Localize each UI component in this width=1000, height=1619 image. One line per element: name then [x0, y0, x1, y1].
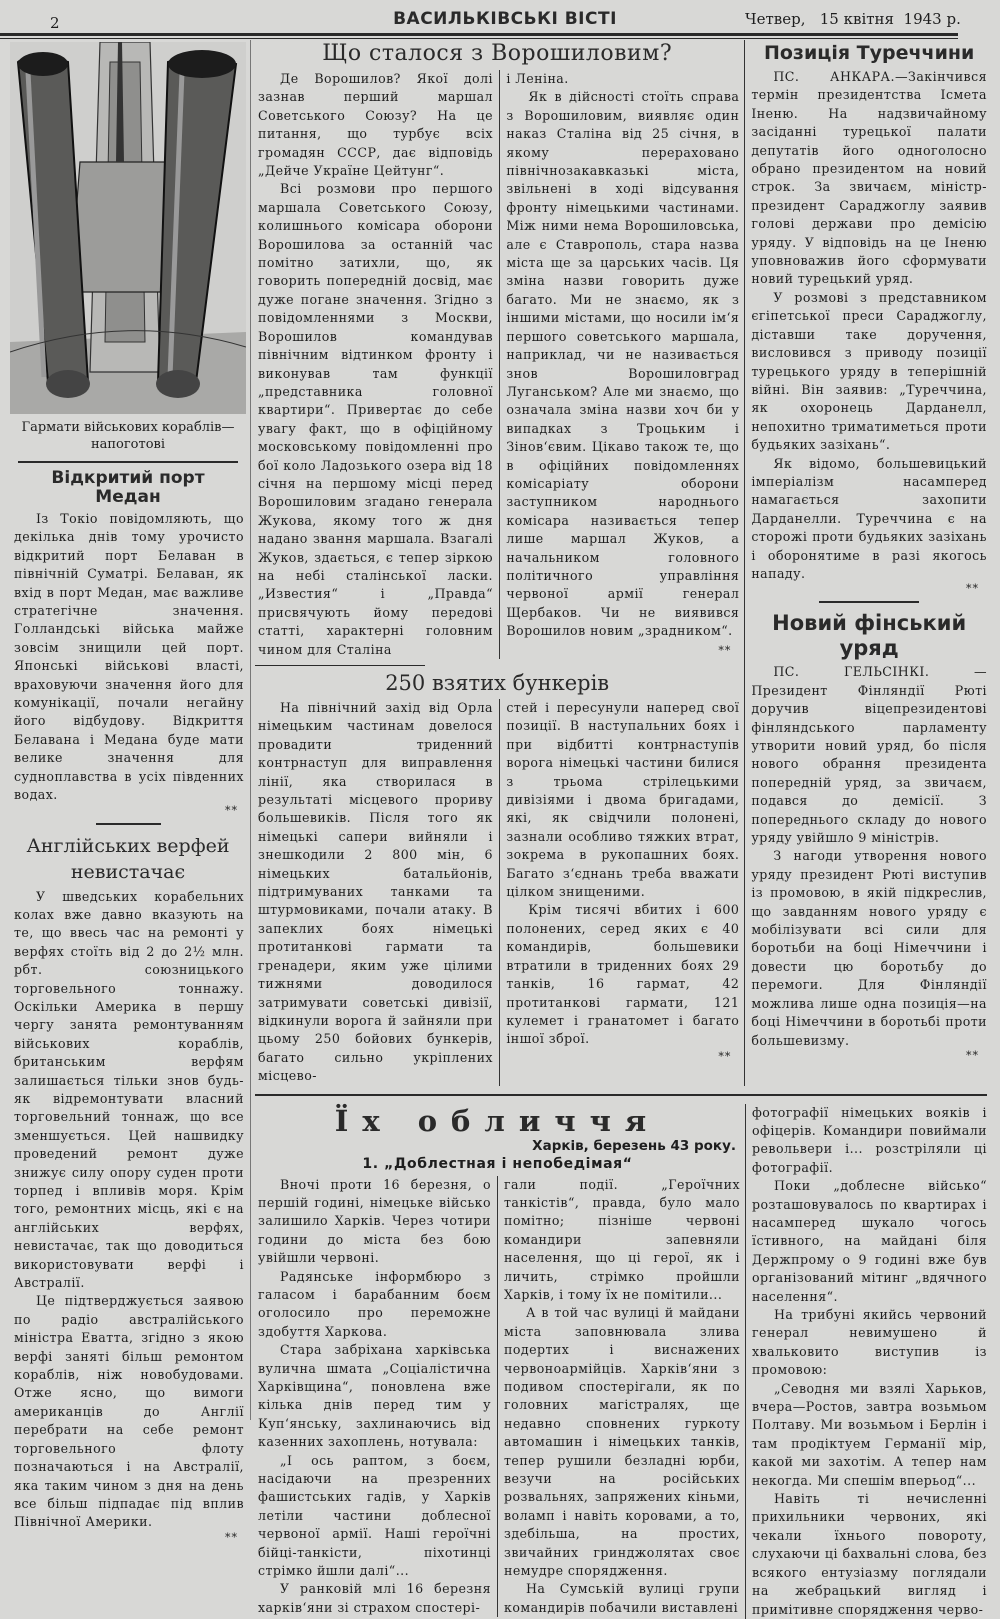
turkey-body	[751, 68, 987, 583]
finland-body	[751, 663, 987, 1050]
continuation-text: стей і пересунули наперед свої позиції. В наступальних боях і при відбитті контрнаступів ворога німецькі частини билися з трьома стрілецькими дивізіями і двома бригадами, які, як свідчили полонені, зазнали особливо тяжких втрат, зокрема в рукопашних боях. Багато з‘єднань треба вважати цілком знищеними.	[506, 700, 740, 900]
shipyards-headline-line1: Англійських верфей	[26, 834, 230, 857]
voroshilov-headline: Що сталося з Ворошиловим?	[322, 41, 673, 66]
paragraph: Вночі проти 16 березня, о першій годині, німецьке військо залишило Харків. Через чотири години до міста без бою увійшли червоні.	[258, 1176, 491, 1266]
faces-columns	[255, 1176, 740, 1618]
continuation-text: гали події. „Героїчних танкістів“, правда, було мало помітно; пізніше червоні командири запевняли населення, що ці герої, як і личить, стрімко пройшли Харків, і тому їх не помітили...	[504, 1176, 740, 1302]
paragraph: Це підтверджується заявою по радіо австралійського міністра Еватта, згідно з якою верфі заняті більш ремонтом кораблів, ніж новобудовами. Отже ясно, що вимоги американців до Англії перебрати на себе ремонт торговельного флоту позначаються і на Австралії, яка таким чином з дня на день все більш підпадає під вплив Північної Америки.	[14, 1293, 244, 1530]
shipyards-headline	[10, 833, 246, 885]
divider	[96, 823, 161, 825]
paragraph: У розмові з представником єгіпетської преси Сараджоглу, діставши таке доручення, висловився з приводу позиції турецького уряду в теперішній війні. Він заявив: „Туреччина, як охоронець Дарданелл, непохитно триматиметься проти будьяких зазіхань“.	[751, 289, 987, 453]
divider	[819, 601, 919, 603]
faces-subtitle: 1. „Доблестная і непобедімая“	[362, 1155, 633, 1172]
page-number: 2	[50, 14, 60, 32]
divider	[18, 461, 238, 463]
header-rule	[0, 33, 958, 36]
paragraph: На Сумській вулиці групи командирів побачили виставлені	[504, 1581, 740, 1615]
continuation-text: і Леніна.	[506, 71, 569, 86]
paragraph: Радянське інформбюро з галасом і барабанним боєм оголосило про переможне здобуття Харкова.	[258, 1268, 491, 1339]
issue-date: Четвер, 15 квітня 1943 р.	[745, 10, 961, 28]
faces-main	[255, 1104, 746, 1619]
end-mark: **	[225, 1530, 238, 1544]
column-rule	[250, 40, 251, 1420]
section-rule	[255, 1094, 987, 1096]
bunkers-headline: 250 взятих бункерів	[385, 671, 610, 695]
faces-col2	[497, 1176, 740, 1618]
top-row	[255, 40, 987, 1086]
right-column	[745, 40, 987, 1086]
voroshilov-columns	[255, 70, 739, 659]
faces-col3	[746, 1104, 987, 1619]
left-column	[10, 42, 246, 1544]
voroshilov-col1	[255, 70, 499, 659]
end-mark: **	[718, 1049, 732, 1063]
faces-dateline: Харків, березень 43 року.	[532, 1137, 736, 1154]
divider	[255, 665, 425, 666]
faces-headline: Їх обличчя	[334, 1103, 661, 1138]
medan-headline: Відкритий порт Медан	[51, 468, 205, 507]
voroshilov-col2-paragraphs	[506, 88, 739, 640]
main-region	[255, 40, 987, 1619]
photo-caption: Гармати військових кораблів—напоготові	[21, 420, 235, 452]
paragraph: На трибуні якийсь червоний генерал невимушено й хвальковито виступив із промовою:	[752, 1307, 987, 1378]
bunkers-col1	[255, 699, 499, 1086]
faces-col3-paragraphs	[752, 1177, 987, 1619]
end-mark: **	[966, 1048, 979, 1062]
paragraph: ПС. АНКАРА.—Закінчився термін президентства Ісмета Іненю. На надзвичайному засіданні турецької палати депутатів його одноголосно обрано президентом на новий строк. За звичаєм, міністр-президент Сараджоглу заявив голові держави про демісію уряду. У відповідь на це Іненю уповноважив його сформувати новий турецький уряд.	[751, 69, 987, 287]
paragraph: У ранковій млі 16 березня харків‘яни зі страхом спостері-	[258, 1581, 491, 1615]
masthead: ВАСИЛЬКІВСЬКІ ВІСТІ	[393, 9, 617, 29]
paragraph: Стара забріхана харківська вулична шмата „Соціалістична Харківщина“, поновлена вже кілька днів перед тим у Куп‘янську, захлинаючись від казенних захоплень, нотувала:	[258, 1342, 491, 1450]
shipyards-headline-line2: невистачає	[70, 860, 186, 883]
warship-guns-illustration	[10, 42, 246, 414]
paragraph: Як в дійсності стоїть справа з Ворошиловим, виявляє один наказ Сталіна від 25 січня, в якому перераховано північнозакавказькі міста, звільнені в ході відсування фронту німецькими частинами. Між ними нема Ворошиловська, але є Ставрополь, стара назва міста ще за царських часів. Ця зміна назви говорить дуже багато. Ми не знаємо, як з іншими містами, що носили ім‘я першого советського маршала, наприклад, чи не називається знов Ворошиловград Луганськом? Але ми знаємо, що означала зміна назви хоч би у випадках з Троцьким і Зінов‘євим. Цікаво також те, що в офіційних повідомленнях комісаріату оборони заступником народнього комісара називається тепер лише маршал Жуков, а начальником головного політичного управління червоної армії генерал Щербаков. Чи не виявився Ворошилов новим „зрадником“.	[506, 89, 740, 639]
paragraph: Поки „доблесне військо“ розташовувалось по квартирах і насамперед шукало чогось їстивного, на майдані біля Держпрому о 9 годині вже був організований мітинг „вдячного населення“.	[752, 1178, 987, 1304]
finland-headline-line1: Новий фінський	[772, 611, 967, 636]
finland-headline-line2: уряд	[839, 636, 899, 661]
medan-body	[10, 510, 246, 805]
paragraph: Де Ворошилов? Якої долі зазнав перший маршал Советського Союзу? На це питання, що турбує всіх громадян СССР, дає відповідь „Дейче Україне Цейтунг“.	[258, 71, 493, 179]
shipyards-body	[10, 888, 246, 1532]
faces-article	[255, 1104, 987, 1619]
bunkers-col2	[499, 699, 739, 1086]
paragraph: У шведських корабельних колах вже давно вказують на те, що ввесь час на ремонті у верфях стоїть від 2 до 2½ млн. рбт. союзницького торговельного тоннажу. Оскільки Америка в першу чергу занята ремонтуванням військових кораблів, британським верфям залишається тільки знов будь-як відремонтувати власний торговельний тоннаж, що все зменшується. Цей нашвидку проведений ремонт дуже знижує силу опору суден проти торпед і впливів моря. Крім того, ремонтних місць, які є на англійських верфях, невистачає, так що доводиться використовувати верфі і Австралії.	[14, 888, 244, 1291]
bunkers-col2-paragraphs	[506, 901, 739, 1048]
turkey-headline: Позиція Туреччини	[763, 42, 975, 64]
faces-col1	[255, 1176, 497, 1618]
paragraph: На північний захід від Орла німецьким частинам довелося провадити триденний контрнаступ для виправлення лінії, яка створилася в результаті місцевого прориву большевиків. Після того як німецькі сапери вийняли і знешкодили 2 800 мін, 6 німецьких батальйонів, підтримуваних танками та штурмовиками, почали атаку. В запеклих боях німецькі протитанкові гармати та гренадери, яким уже цілими тижнями доводилося затримувати советські дивізії, відкинули ворога й зайняли при цьому 250 бойових бункерів, багато сильно укріплених місцево-	[258, 700, 493, 1084]
paragraph: Навіть ті нечисленні прихильники червоних, які чекали їхнього повороту, слухаючи ці бахвальні слова, без всякого ентузіазму поглядали на жебрацький вигляд і примітивне спорядження черво-	[752, 1491, 987, 1617]
continuation-text: фотографії німецьких вояків і офіцерів. Командири повиймали револьвери і... розстріляли ці фотографії.	[752, 1104, 987, 1175]
paragraph: Із Токіо повідомляють, що декілька днів тому урочисто відкритий порт Белаван в північній Суматрі. Белаван, як вхід в порт Медан, має важливе стратегічне значення. Голландські війська майже зовсім знищили цей порт. Японські військові власті, враховуючи значення його для комунікації, почали негайну його відбудову. Відкриття Белавана і Медана буде мати велике значення для судноплавства в усіх південних водах.	[14, 511, 244, 803]
paragraph: „І ось раптом, з боєм, насідаючи на презренних фашистських гадів, у Харків летіли частини доблесної червоної армії. Наші героїчні бійці-танкісти, піхотинці стрімко йшли далі“...	[258, 1452, 491, 1579]
faces-col2-paragraphs	[504, 1304, 740, 1617]
end-mark: **	[718, 643, 732, 657]
paragraph: Як відомо, большевицький імперіалізм насамперед намагається захопити Дарданелли. Туреччина є на сторожі проти будьяких зазіхань і оборонятиме в разі якогось нападу.	[751, 455, 987, 581]
center-column	[255, 40, 745, 1086]
end-mark: **	[966, 582, 979, 596]
paragraph: „Севодня ми взялі Харьков, вчера—Ростов, завтра возьмьом Полтаву. Ми возьмьом і Берлін і там продіктуем Германії мір, какой ми захотім. А тепер нам некогда. Ми спешім вперьод“...	[752, 1380, 987, 1488]
warship-guns-drawing	[10, 42, 246, 414]
header-rule-thin	[0, 38, 958, 39]
paragraph: ПС. ГЕЛЬСІНКІ. — Президент Фінляндії Рюті доручив віцепрезидентові фінляндського парламенту утворити новий уряд, бо після нового обрання президента попередній уряд, за звичаєм, подався до демісії. З попереднього складу до нового уряду увійшло 9 міністрів.	[751, 664, 987, 846]
paragraph: Всі розмови про першого маршала Советського Союзу, колишнього комісара оборони Ворошилова за останній час помітно затихли, що, як говорить попередній досвід, має дуже погане значення. Згідно з повідомленнями з Москви, Ворошилов командував північним відтинком фронту і виконував там функції „представника головної квартири“. Привертає до себе увагу факт, що в офіційному московському повідомленні про бої коло Ладозького озера від 18 січня на першому місці перед Ворошиловим згадано генерала Жукова, якому того ж дня надано звання маршала. Взагалі Жуков, здається, є тепер зіркою на небі сталінської ласки. „Известия“ і „Правда“ присвячують йому передові статті, характерні головним чином для Сталіна	[258, 181, 493, 657]
finland-headline	[751, 611, 987, 661]
bunkers-columns	[255, 699, 739, 1086]
paragraph: З нагоди утворення нового уряду президент Рюті виступив із промовою, в якій підкреслив, що завданням нового уряду є мобілізувати всі сили для боротьби на боці Німеччини і довести цю боротьбу до перемоги. Для Фінляндії можлива лише одна позиція—на боці Німеччини в боротьбі проти большевизму.	[751, 848, 987, 1048]
voroshilov-col2	[499, 70, 739, 659]
end-mark: **	[225, 803, 238, 817]
paragraph: Крім тисячі вбитих і 600 полонених, серед яких є 40 командирів, большевики втратили в триденних боях 29 танків, 16 гармат, 42 протитанкові гармати, 121 кулемет і гранатомет і багато іншої зброї.	[506, 902, 740, 1047]
paragraph: А в той час вулиці й майдани міста заповнювала злива подертих і виснажених червоноармійців. Харків‘яни з подивом спостерігали, як по головних магістралях, ще недавно сповнених гуркоту автомашин і німецьких танків, тепер рушили безладні юрби, везучи на російських розвальнях, запряжених кіньми, воламп і навіть коровами, а то, здебільша, на простих, звичайних гринджолятах своє немудре спорядження.	[504, 1305, 740, 1579]
